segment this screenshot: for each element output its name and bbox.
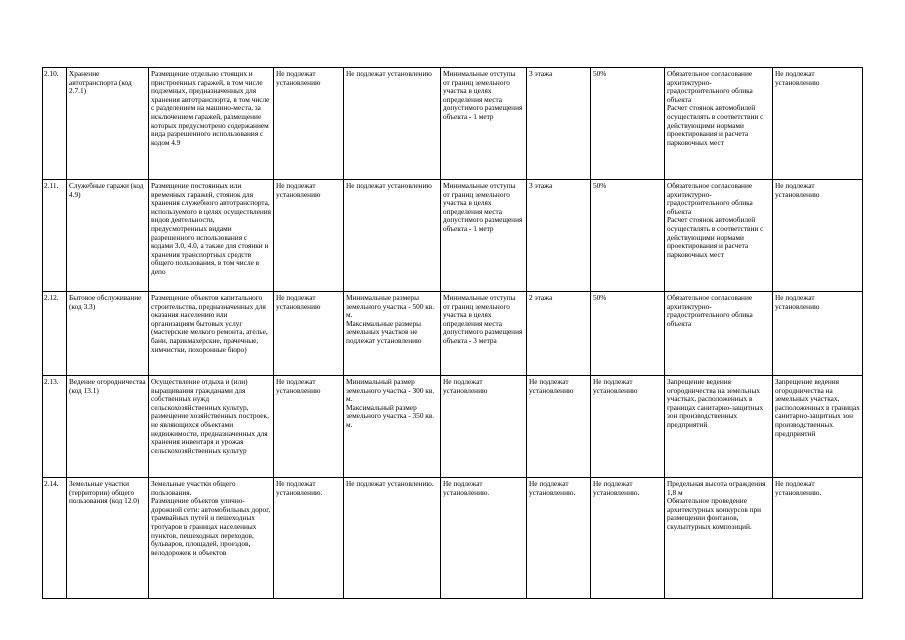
- land-use-regulations-table: [42, 67, 863, 599]
- land-use-description: Размещение постоянных или временных гаражей, стоянок для хранения служебного автотранспорта, используемого в целях осуществления видов деятельности, предусмотренных видами разрешенного использования с кодами 3.0, 4.0, а также для стоянки и хранения транспортных средств общего пользования, в том числе в депо: [149, 180, 274, 292]
- cell-col-7: 50%: [591, 68, 665, 180]
- cell-col-6: Не подлежат установлению.: [527, 478, 591, 599]
- cell-col-9: Не подлежат установлению: [773, 68, 863, 180]
- cell-col-4: Минимальный размер земельного участка - 300 кв. м. Максимальный размер земельного участка - 350 кв. м.: [344, 376, 441, 478]
- cell-col-4: Не подлежат установлению: [344, 68, 441, 180]
- cell-col-7: 50%: [591, 292, 665, 376]
- row-number: 2.11.: [43, 180, 67, 292]
- land-use-description: Земельные участки общего пользования. Размещение объектов улично-дорожной сети: автомобильных дорог, трамвайных путей и пешеходных тротуаров в границах населенных пунктов, пешеходных переходов, бульваров, площадей, проездов, велодорожек и объектов: [149, 478, 274, 599]
- cell-col-4: Не подлежат установлению.: [344, 478, 441, 599]
- cell-col-5: Минимальные отступы от границ земельного участка в целях определения места допустимого размещения объекта - 3 метра: [441, 292, 527, 376]
- table-row: [43, 478, 863, 599]
- row-number: 2.13.: [43, 376, 67, 478]
- cell-col-8: Обязательное согласование архитектурно-градостроительного облика объекта Расчет стоянок автомобилей осуществлять в соответствии с действующими нормами проектирования и расчета парковочных мест: [665, 180, 773, 292]
- cell-col-8: Обязательное согласование архитектурно-градостроительного облика объекта: [665, 292, 773, 376]
- cell-col-3: Не подлежат установлению: [274, 180, 344, 292]
- land-use-type: Служебные гаражи (код 4.9): [67, 180, 149, 292]
- cell-col-4: Минимальные размеры земельного участка - 500 кв. м. Максимальные размеры земельных участков не подлежат установлению: [344, 292, 441, 376]
- cell-col-3: Не подлежат установлению: [274, 292, 344, 376]
- land-use-description: Осуществление отдыха и (или) выращивания гражданами для собственных нужд сельскохозяйственных культур, размещение хозяйственных построек, не являющихся объектами недвижимости, предназначенных для хранения инвентаря и урожая сельскохозяйственных культур: [149, 376, 274, 478]
- cell-col-7: 50%: [591, 180, 665, 292]
- table-row: [43, 376, 863, 478]
- cell-col-9: Не подлежат установлению: [773, 180, 863, 292]
- cell-col-8: Предельная высота ограждения 1,8 м Обязательное проведение архитектурных конкурсов при размещении фонтанов, скульптурных композиций.: [665, 478, 773, 599]
- cell-col-6: 3 этажа: [527, 68, 591, 180]
- land-use-type: Бытовое обслуживание (код 3.3): [67, 292, 149, 376]
- cell-col-5: Минимальные отступы от границ земельного участка в целях определения места допустимого размещения объекта - 1 метр: [441, 68, 527, 180]
- cell-col-7: Не подлежат установлению.: [591, 478, 665, 599]
- cell-col-9: Не подлежат установлению.: [773, 478, 863, 599]
- cell-col-4: Не подлежат установлению: [344, 180, 441, 292]
- table-row: [43, 292, 863, 376]
- table-row: [43, 180, 863, 292]
- land-use-description: Размещение объектов капитального строительства, предназначенных для оказания населению или организациям бытовых услуг (мастерские мелкого ремонта, ателье, бани, парикмахерские, прачечные, химчистки, похоронные бюро): [149, 292, 274, 376]
- cell-col-5: Минимальные отступы от границ земельного участка в целях определения места допустимого размещения объекта - 1 метр: [441, 180, 527, 292]
- row-number: 2.14.: [43, 478, 67, 599]
- cell-col-9: Запрещение ведения огородничества на земельных участках, расположенных в границах санитарно-защитных зон производственных предприятий: [773, 376, 863, 478]
- regulations-table-page: [42, 67, 862, 599]
- cell-col-9: Не подлежат установлению: [773, 292, 863, 376]
- land-use-type: Ведение огородничества (код 13.1): [67, 376, 149, 478]
- land-use-description: Размещение отдельно стоящих и пристроенных гаражей, в том числе подземных, предназначенных для хранения автотранспорта, в том числе с разделением на машино-места, за исключением гаражей, размещение которых предусмотрено содержанием вида разрешенного использования с кодом 4.9: [149, 68, 274, 180]
- cell-col-7: Не подлежат установлению: [591, 376, 665, 478]
- cell-col-5: Не подлежат установлению.: [441, 478, 527, 599]
- land-use-type: Хранение автотранспорта (код 2.7.1): [67, 68, 149, 180]
- cell-col-6: 2 этажа: [527, 292, 591, 376]
- cell-col-8: Запрещение ведения огородничества на земельных участках, расположенных в границах санитарно-защитных зон производственных предприятий: [665, 376, 773, 478]
- cell-col-5: Не подлежат установлению: [441, 376, 527, 478]
- cell-col-8: Обязательное согласование архитектурно-градостроительного облика объекта Расчет стоянок автомобилей осуществлять в соответствии с действующими нормами проектирования и расчета парковочных мест: [665, 68, 773, 180]
- cell-col-6: 3 этажа: [527, 180, 591, 292]
- cell-col-3: Не подлежат установлению: [274, 68, 344, 180]
- cell-col-6: Не подлежат установлению: [527, 376, 591, 478]
- table-row: [43, 68, 863, 180]
- row-number: 2.12.: [43, 292, 67, 376]
- cell-col-3: Не подлежат установлению.: [274, 478, 344, 599]
- land-use-type: Земельные участки (территории) общего пользования (код 12.0): [67, 478, 149, 599]
- row-number: 2.10.: [43, 68, 67, 180]
- cell-col-3: Не подлежат установлению: [274, 376, 344, 478]
